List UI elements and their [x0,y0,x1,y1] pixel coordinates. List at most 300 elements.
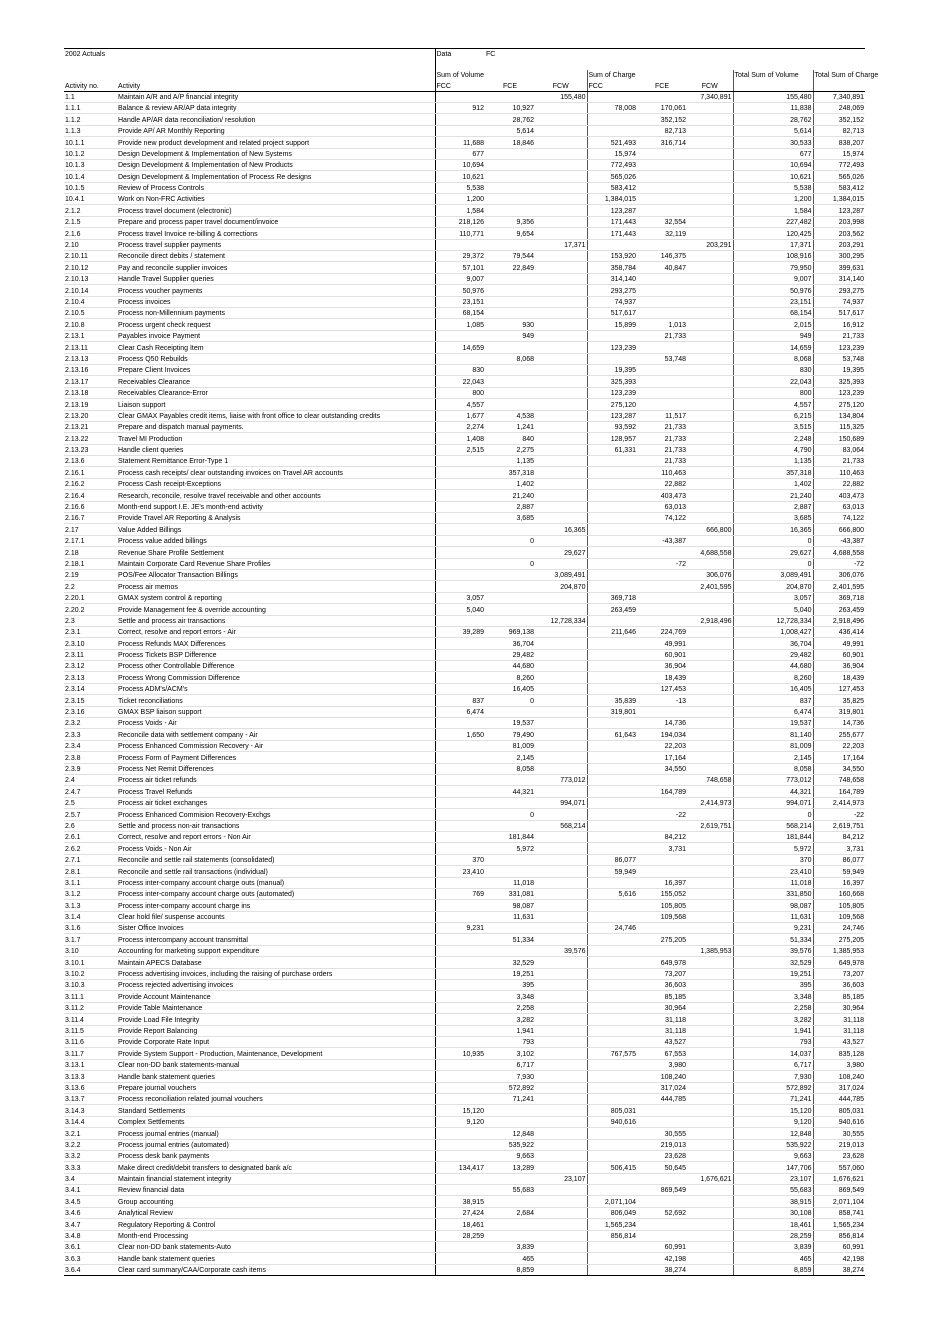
volume-fcw-cell [535,467,587,478]
activity-name-cell: Process inter-company account charge outs (automated) [117,888,435,899]
table-row [64,262,865,273]
activity-name-cell: Process intercompany account transmittal [117,934,435,945]
total-volume-cell: 81,009 [733,740,813,751]
total-charge-cell: 858,741 [813,1207,865,1218]
total-charge-cell: 23,628 [813,1150,865,1161]
activity-no-cell: 2.1.2 [64,205,117,216]
total-charge-cell: 2,401,595 [813,581,865,592]
activity-no-cell: 10.1.4 [64,171,117,182]
volume-fcw-cell [535,262,587,273]
table-row [64,592,865,603]
activity-no-cell: 2.3.10 [64,638,117,649]
charge-fcw-cell [687,706,733,717]
activity-name-cell: Revenue Share Profile Settlement [117,547,435,558]
table-row [64,148,865,159]
activity-no-cell: 2.16.4 [64,490,117,501]
volume-fcc-cell: 1,584 [435,205,485,216]
charge-fce-cell [637,604,687,615]
total-charge-cell: 255,677 [813,729,865,740]
charge-fcw-cell [687,467,733,478]
activity-name-cell: Design Development & Implementation of Process Re designs [117,171,435,182]
charge-fcw-cell [687,626,733,637]
charge-fce-cell [637,923,687,934]
volume-fcc-cell: 677 [435,148,485,159]
charge-fce-cell: 18,439 [637,672,687,683]
volume-fce-cell [485,820,535,831]
volume-fce-cell: 535,922 [485,1139,535,1150]
charge-fce-cell: 155,052 [637,888,687,899]
volume-fcc-cell [435,877,485,888]
table-row [64,353,865,364]
activity-name-cell: Design Development & Implementation of New Systems [117,148,435,159]
activity-name-cell: Process Net Remit Differences [117,763,435,774]
total-charge-cell: 517,617 [813,307,865,318]
charge-fcw-cell [687,1025,733,1036]
activity-no-cell: 2.3.2 [64,718,117,729]
activity-name-cell: Process inter-company account charge ins [117,900,435,911]
charge-fcc-cell: 74,937 [587,296,637,307]
table-row [64,945,865,956]
volume-fcc-cell [435,456,485,467]
table-row [64,1071,865,1082]
charge-fce-cell: 60,991 [637,1242,687,1253]
activity-name-cell: Month-end Processing [117,1230,435,1241]
charge-fcc-cell: 5,616 [587,888,637,899]
charge-fce-cell [637,569,687,580]
activity-no-cell: 2.4.7 [64,786,117,797]
charge-fce-cell [637,1196,687,1207]
charge-fce-cell: 21,733 [637,421,687,432]
charge-fcw-cell: 1,676,621 [687,1173,733,1184]
volume-fce-cell [485,547,535,558]
total-volume-cell: 38,915 [733,1196,813,1207]
table-row [64,1253,865,1264]
total-volume-cell: 22,043 [733,376,813,387]
volume-fce-cell [485,1105,535,1116]
table-row [64,490,865,501]
charge-fcc-cell [587,1173,637,1184]
volume-fcw-cell [535,114,587,125]
spacer-row [64,59,865,69]
volume-fce-cell: 949 [485,330,535,341]
charge-fce-cell [637,91,687,102]
table-row [64,410,865,421]
volume-fcw-cell [535,809,587,820]
volume-fcw-cell [535,1185,587,1196]
charge-fce-cell: 21,733 [637,456,687,467]
activity-name-cell: Research, reconcile, resolve travel receivable and other accounts [117,490,435,501]
volume-fcc-cell: 9,120 [435,1116,485,1127]
charge-fce-cell [637,706,687,717]
total-volume-cell: 29,482 [733,649,813,660]
total-charge-cell: 63,013 [813,501,865,512]
charge-fcw-cell [687,1071,733,1082]
charge-fcc-cell: 293,275 [587,285,637,296]
total-volume-cell: 1,584 [733,205,813,216]
charge-fcc-cell [587,513,637,524]
charge-fce-cell [637,1105,687,1116]
total-volume-cell: 12,848 [733,1128,813,1139]
volume-fcc-cell [435,809,485,820]
volume-fcw-cell [535,900,587,911]
charge-fce-cell: 67,553 [637,1048,687,1059]
activity-no-cell: 2.5.7 [64,809,117,820]
volume-fcc-cell: 39,289 [435,626,485,637]
charge-fcc-cell [587,501,637,512]
volume-fce-cell: 2,887 [485,501,535,512]
total-charge-cell: 22,203 [813,740,865,751]
charge-fcc-cell: 767,575 [587,1048,637,1059]
volume-fce-cell [485,273,535,284]
total-charge-cell: 1,385,953 [813,945,865,956]
charge-fcw-cell [687,513,733,524]
volume-fcc-cell: 23,410 [435,866,485,877]
activity-no-cell: 2.1.6 [64,228,117,239]
volume-fcc-cell: 27,424 [435,1207,485,1218]
total-charge-cell: 838,207 [813,137,865,148]
table-row [64,604,865,615]
charge-fce-cell [637,581,687,592]
volume-fcc-cell [435,1253,485,1264]
charge-fcc-cell: 211,646 [587,626,637,637]
charge-fcc-cell [587,649,637,660]
volume-fcc-cell: 800 [435,387,485,398]
volume-fce-cell [485,854,535,865]
table-row [64,114,865,125]
charge-fcw-cell [687,114,733,125]
activity-name-cell: Provide Table Maintenance [117,1002,435,1013]
volume-fcc-cell [435,820,485,831]
volume-fce-cell [485,604,535,615]
total-charge-cell: 3,731 [813,843,865,854]
activity-no-cell: 2.10.14 [64,285,117,296]
charge-fcw-cell [687,638,733,649]
volume-fce-cell: 840 [485,433,535,444]
total-volume-cell: 18,461 [733,1219,813,1230]
total-charge-cell: 42,198 [813,1253,865,1264]
volume-fcc-cell: 14,659 [435,342,485,353]
charge-fcw-cell [687,1207,733,1218]
activity-name-cell: Review financial data [117,1185,435,1196]
total-volume-cell: 10,694 [733,159,813,170]
charge-fce-cell: 42,198 [637,1253,687,1264]
total-volume-cell: 8,068 [733,353,813,364]
total-charge-cell: 219,013 [813,1139,865,1150]
activity-name-cell: Provide new product development and related project support [117,137,435,148]
charge-fce-cell: 127,453 [637,683,687,694]
volume-fcc-cell [435,968,485,979]
volume-fcc-cell [435,125,485,136]
charge-fcw-cell [687,216,733,227]
charge-fcc-cell: 314,140 [587,273,637,284]
table-row [64,91,865,102]
table-row [64,1059,865,1070]
activity-no-cell: 2.10.8 [64,319,117,330]
total-charge-cell: 134,804 [813,410,865,421]
charge-fce-cell [637,387,687,398]
volume-fce-cell: 4,538 [485,410,535,421]
volume-fcw-cell [535,854,587,865]
volume-fcc-cell: 218,126 [435,216,485,227]
volume-fcc-cell [435,1002,485,1013]
volume-fcc-cell [435,911,485,922]
activity-no-cell: 2.3.12 [64,661,117,672]
total-charge-cell: 306,076 [813,569,865,580]
table-row [64,718,865,729]
volume-fce-cell: 5,614 [485,125,535,136]
total-volume-cell: 3,089,491 [733,569,813,580]
activity-no-cell: 10.1.3 [64,159,117,170]
charge-fcc-cell [587,775,637,786]
total-charge-cell: 7,340,891 [813,91,865,102]
volume-fcw-cell [535,706,587,717]
charge-fcc-cell [587,900,637,911]
charge-fcc-cell: 325,393 [587,376,637,387]
total-charge-cell: 21,733 [813,330,865,341]
volume-fce-cell: 9,356 [485,216,535,227]
activity-no-cell: 2.10.11 [64,251,117,262]
charge-fcw-cell [687,695,733,706]
volume-fcw-cell [535,1162,587,1173]
charge-fcc-cell: 19,395 [587,364,637,375]
total-charge-cell: 123,287 [813,205,865,216]
volume-fcw-cell [535,216,587,227]
table-row [64,1048,865,1059]
volume-fcw-cell: 3,089,491 [535,569,587,580]
activity-name-cell: Review of Process Controls [117,182,435,193]
total-volume-cell: 837 [733,695,813,706]
volume-fcw-cell [535,273,587,284]
table-row [64,786,865,797]
activity-name-cell: Pay and reconcile supplier invoices [117,262,435,273]
charge-fcw-cell [687,307,733,318]
charge-fcc-cell [587,672,637,683]
volume-fcc-cell [435,945,485,956]
charge-fce-cell: 31,118 [637,1014,687,1025]
total-charge-cell: 31,118 [813,1025,865,1036]
activity-name-cell: Prepare Client Invoices [117,364,435,375]
volume-fcw-cell: 23,107 [535,1173,587,1184]
volume-fcc-cell [435,524,485,535]
table-row [64,205,865,216]
activity-name-cell: Process urgent check request [117,319,435,330]
table-row [64,558,865,569]
charge-fcw-cell [687,228,733,239]
volume-fce-cell: 55,683 [485,1185,535,1196]
total-volume-cell: 12,728,334 [733,615,813,626]
volume-fcw-cell [535,558,587,569]
charge-fcw-cell [687,980,733,991]
volume-fcw-cell: 568,214 [535,820,587,831]
total-charge-cell: 24,746 [813,923,865,934]
total-charge-cell: 109,568 [813,911,865,922]
charge-fcc-cell [587,353,637,364]
activity-no-cell: 10.1.1 [64,137,117,148]
volume-fcw-cell [535,923,587,934]
volume-fcw-cell [535,410,587,421]
table-row [64,1139,865,1150]
volume-fcw-cell [535,672,587,683]
table-row [64,1128,865,1139]
total-charge-cell: 49,991 [813,638,865,649]
activity-no-cell: 2.10.13 [64,273,117,284]
volume-fce-cell: 930 [485,319,535,330]
activity-name-cell: Regulatory Reporting & Control [117,1219,435,1230]
activity-no-cell: 1.1.3 [64,125,117,136]
charge-fcw-cell [687,752,733,763]
volume-fcc-cell [435,114,485,125]
total-volume-cell: 6,215 [733,410,813,421]
total-charge-cell: 403,473 [813,490,865,501]
volume-fce-cell: 969,138 [485,626,535,637]
volume-fcw-cell [535,1207,587,1218]
table-row [64,194,865,205]
charge-fcw-cell [687,649,733,660]
total-volume-cell: 227,482 [733,216,813,227]
charge-fcc-cell [587,1071,637,1082]
charge-fce-cell: 170,061 [637,102,687,113]
charge-fce-cell: 869,549 [637,1185,687,1196]
activity-name-cell: Provide Account Maintenance [117,991,435,1002]
volume-fcw-cell: 994,071 [535,797,587,808]
charge-fcw-cell [687,364,733,375]
volume-fce-cell [485,866,535,877]
charge-fce-cell [637,273,687,284]
charge-fce-cell: 36,904 [637,661,687,672]
charge-fcc-cell [587,1242,637,1253]
charge-fcw-cell: 748,658 [687,775,733,786]
activity-no-cell: 2.16.1 [64,467,117,478]
volume-fcw-cell [535,911,587,922]
volume-fcc-cell: 5,538 [435,182,485,193]
total-volume-cell: 7,930 [733,1071,813,1082]
volume-fce-cell [485,148,535,159]
activity-no-cell: 3.4.8 [64,1230,117,1241]
charge-fce-cell [637,376,687,387]
activity-no-cell: 2.20.2 [64,604,117,615]
charge-fcc-cell: 171,443 [587,216,637,227]
table-row [64,456,865,467]
volume-fcc-cell [435,831,485,842]
charge-fce-cell [637,194,687,205]
activity-name-cell: Clear hold file/ suspense accounts [117,911,435,922]
volume-fce-cell [485,239,535,250]
charge-fcc-cell [587,1264,637,1275]
activity-no-cell: 2.6.1 [64,831,117,842]
total-volume-cell: 5,040 [733,604,813,615]
charge-fcc-cell [587,718,637,729]
volume-fcc-cell: 4,557 [435,399,485,410]
volume-fcc-cell: 110,771 [435,228,485,239]
total-volume-cell: 14,037 [733,1048,813,1059]
volume-fcc-cell: 1,650 [435,729,485,740]
charge-fcc-cell [587,945,637,956]
charge-fce-cell [637,182,687,193]
volume-fcw-cell [535,740,587,751]
table-row [64,911,865,922]
volume-fcw-cell [535,1230,587,1241]
activity-no-cell: 2.16.7 [64,513,117,524]
volume-fcw-cell [535,843,587,854]
activity-name-cell: Accounting for marketing support expenditure [117,945,435,956]
charge-fcw-cell [687,718,733,729]
activity-name-cell: Clear non-DD bank statements-Auto [117,1242,435,1253]
total-volume-cell: 0 [733,558,813,569]
charge-fcw-cell [687,1048,733,1059]
total-charge-cell: 4,688,558 [813,547,865,558]
activity-no-cell: 1.1 [64,91,117,102]
charge-fce-cell: 352,152 [637,114,687,125]
charge-fcw-cell [687,1219,733,1230]
charge-fcc-cell: 369,718 [587,592,637,603]
table-row [64,900,865,911]
table-row [64,182,865,193]
total-charge-cell: 60,901 [813,649,865,660]
activity-no-cell: 3.2.1 [64,1128,117,1139]
total-volume-cell: 2,258 [733,1002,813,1013]
total-volume-cell: 1,135 [733,456,813,467]
activity-name-cell: Statement Remittance Error-Type 1 [117,456,435,467]
total-volume-cell: 155,480 [733,91,813,102]
charge-fce-cell: 649,978 [637,957,687,968]
total-volume-cell: 3,057 [733,592,813,603]
volume-fcc-cell [435,797,485,808]
charge-fcc-cell [587,114,637,125]
volume-fce-cell [485,387,535,398]
activity-name-cell: Process travel Invoice re-billing & corrections [117,228,435,239]
table-row [64,444,865,455]
total-charge-cell: 649,978 [813,957,865,968]
activity-no-cell: 2.13.6 [64,456,117,467]
volume-fcw-cell [535,1025,587,1036]
volume-fcc-cell: 68,154 [435,307,485,318]
volume-fce-cell [485,1173,535,1184]
activity-name-cell: Process advertising invoices, including the raising of purchase orders [117,968,435,979]
activity-name-cell: Liaison support [117,399,435,410]
volume-fce-cell [485,923,535,934]
volume-fcc-cell [435,934,485,945]
total-volume-cell: 3,348 [733,991,813,1002]
table-row [64,285,865,296]
charge-fcc-cell [587,1014,637,1025]
volume-fcc-cell: 28,259 [435,1230,485,1241]
activity-no-cell: 3.1.4 [64,911,117,922]
total-volume-cell: 81,140 [733,729,813,740]
charge-fcw-cell [687,934,733,945]
activity-no-cell: 3.11.1 [64,991,117,1002]
total-volume-cell: 11,838 [733,102,813,113]
charge-fce-cell: 164,789 [637,786,687,797]
volume-fce-cell: 10,927 [485,102,535,113]
activity-no-cell: 3.4.6 [64,1207,117,1218]
activity-no-cell: 2.19 [64,569,117,580]
charge-fce-cell: 17,164 [637,752,687,763]
volume-fcw-cell [535,1059,587,1070]
total-volume-cell: 108,916 [733,251,813,262]
activity-no-cell: 2.6.2 [64,843,117,854]
charge-fcw-cell [687,604,733,615]
total-volume-cell: 9,120 [733,1116,813,1127]
volume-fce-cell [485,1219,535,1230]
volume-fcc-cell: 50,976 [435,285,485,296]
total-volume-cell: 568,214 [733,820,813,831]
charge-fcw-cell [687,102,733,113]
charge-fce-cell: 36,603 [637,980,687,991]
table-row [64,478,865,489]
total-volume-cell: 3,685 [733,513,813,524]
activity-no-cell: 10.1.2 [64,148,117,159]
activity-no-cell: 2.4 [64,775,117,786]
